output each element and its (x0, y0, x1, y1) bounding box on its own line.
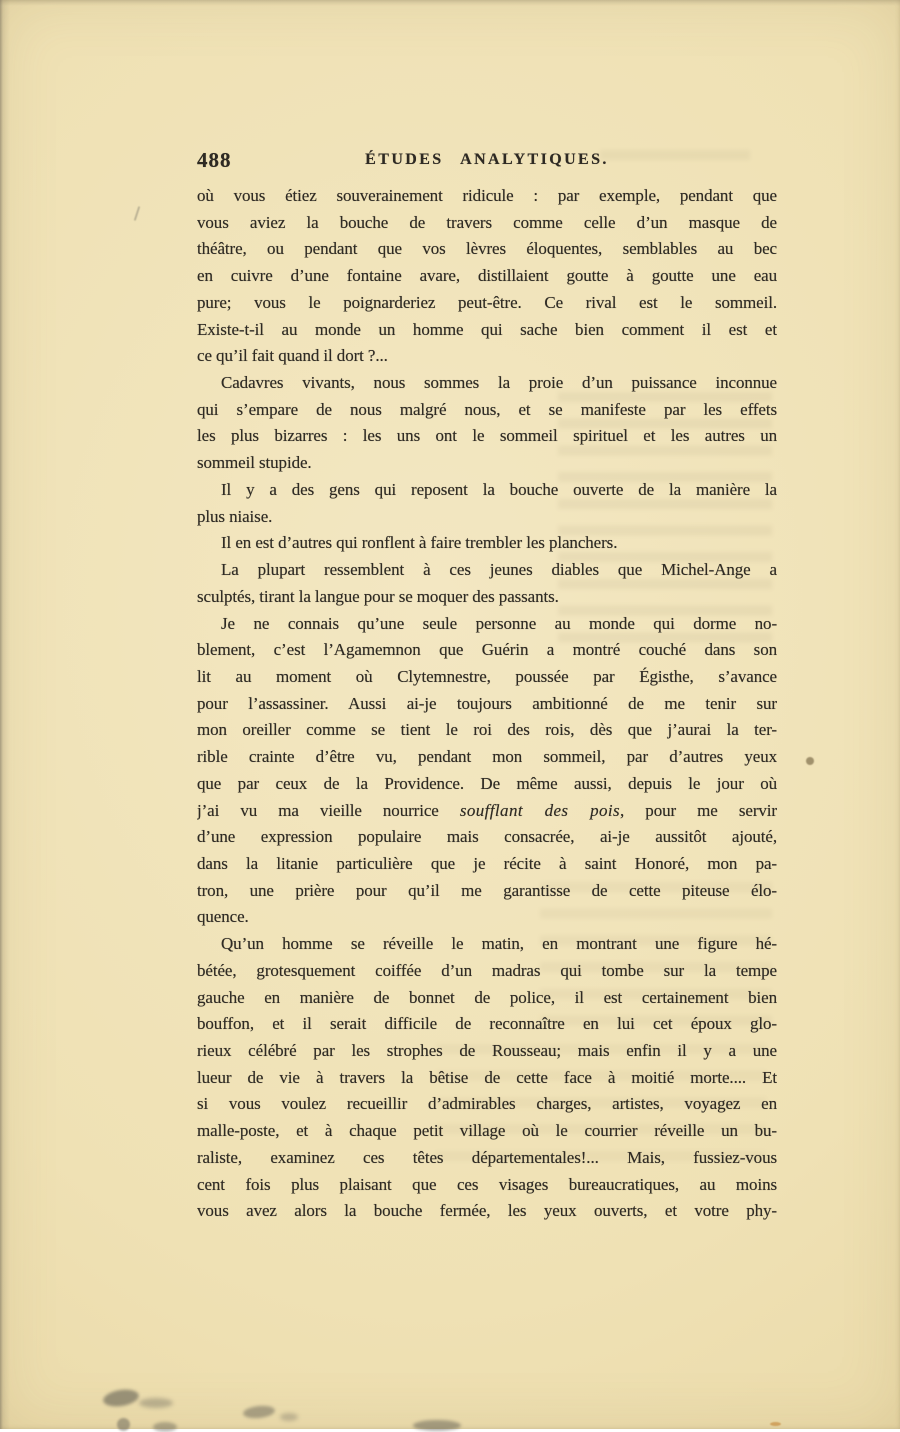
text-segment: blement, c’est l’Agamemnon que Guérin a montré couché dans son (197, 640, 777, 660)
text-segment: j’ai vu ma vieille nourrice (197, 800, 460, 820)
ink-smudge (242, 1404, 275, 1419)
text-segment: raliste, examinez ces têtes départementales!... Mais, fussiez-vous (197, 1147, 777, 1167)
italic-phrase: soufflant des pois (459, 800, 621, 820)
text-line (197, 1172, 777, 1199)
text-line (197, 931, 777, 958)
text-line (197, 1065, 777, 1092)
text-line (197, 290, 777, 317)
text-line (197, 985, 777, 1012)
paragraph (197, 370, 777, 477)
ink-smudge (153, 1422, 177, 1432)
ink-smudge (413, 1420, 461, 1431)
text-line (197, 504, 777, 531)
text-segment: sculptés, tirant la langue pour se moquer des passants. (197, 586, 559, 606)
text-segment: lueur de vie à travers la bêtise de cette face à moitié morte.... Et (197, 1067, 777, 1087)
text-segment: vous avez alors la bouche fermée, les yeux ouverts, et votre phy- (197, 1201, 777, 1221)
text-line (197, 343, 777, 370)
text-segment: Cadavres vivants, nous sommes la proie d’un puissance inconnue (221, 373, 777, 393)
text-line (197, 557, 777, 584)
text-segment: que par ceux de la Providence. De même aussi, depuis le jour où (197, 773, 777, 793)
paragraph (197, 183, 777, 370)
text-segment: rible crainte d’être vu, pendant mon sommeil, par d’autres yeux (197, 747, 777, 767)
text-segment: d’une expression populaire mais consacrée, ai-je aussitôt ajouté, (197, 827, 777, 847)
text-segment: ce qu’il fait quand il dort ?... (197, 346, 388, 366)
text-line (197, 210, 777, 237)
text-line (197, 958, 777, 985)
page-left-edge-shadow (0, 0, 10, 1429)
text-segment: où vous étiez souverainement ridicule : par exemple, pendant que (197, 186, 777, 205)
text-segment: tron, une prière pour qu’il me garantisse de cette piteuse élo- (197, 880, 777, 900)
text-line (197, 878, 777, 905)
ink-smudge (280, 1413, 298, 1421)
text-line (197, 664, 777, 691)
text-segment: Qu’un homme se réveille le matin, en montrant une figure hé- (221, 934, 777, 954)
page-number: 488 (197, 148, 232, 172)
ink-dot (806, 757, 814, 765)
paragraph (197, 611, 777, 932)
paragraph (197, 931, 777, 1225)
running-title: ÉTUDES ANALYTIQUES. (365, 151, 609, 168)
text-line (197, 450, 777, 477)
text-line (197, 717, 777, 744)
text-segment: en cuivre d’une fontaine avare, distillaient goutte à goutte une eau (197, 266, 777, 286)
text-segment: bétée, grotesquement coiffée d’un madras qui tombe sur la tempe (197, 960, 777, 980)
text-line (197, 1038, 777, 1065)
text-segment: Existe-t-il au monde un homme qui sache bien comment il est et (197, 319, 777, 339)
text-line (197, 263, 777, 290)
text-line (197, 798, 777, 825)
body-text (197, 183, 777, 1225)
page-top-edge-shadow (0, 0, 900, 6)
text-line (197, 771, 777, 798)
text-segment: qui s’empare de nous malgré nous, et se manifeste par les effets (197, 399, 777, 419)
text-line (197, 423, 777, 450)
text-line (197, 317, 777, 344)
text-line (197, 637, 777, 664)
text-line (197, 1091, 777, 1118)
text-line (197, 397, 777, 424)
text-segment: les plus bizarres : les uns ont le sommeil spirituel et les autres un (197, 426, 777, 446)
text-line (197, 1198, 777, 1225)
text-segment: théâtre, ou pendant que vos lèvres éloquentes, semblables au bec (197, 239, 777, 259)
text-segment: vous aviez la bouche de travers comme celle d’un masque de (197, 212, 777, 232)
text-segment: si vous voulez recueillir d’admirables charges, artistes, voyagez en (197, 1094, 777, 1114)
text-line (197, 370, 777, 397)
ink-smudge (117, 1418, 130, 1431)
page-header (197, 147, 777, 177)
ink-smudge (139, 1398, 173, 1408)
text-segment: Je ne connais qu’une seule personne au monde qui dorme no- (221, 613, 777, 633)
paragraph (197, 477, 777, 530)
text-segment: bouffon, et il serait difficile de reconnaître en lui cet époux glo- (197, 1014, 777, 1034)
text-segment: pour l’assassiner. Aussi ai-je toujours ambitionné de me tenir sur (197, 693, 777, 713)
text-line (197, 691, 777, 718)
text-segment: dans la litanie particulière que je récite à saint Honoré, mon pa- (197, 853, 777, 873)
text-line (197, 851, 777, 878)
text-line (197, 236, 777, 263)
text-segment: malle-poste, et à chaque petit village où le courrier réveille un bu- (197, 1121, 777, 1141)
text-line (197, 530, 777, 557)
ink-smudge (102, 1387, 140, 1408)
paragraph (197, 530, 777, 557)
text-line (197, 744, 777, 771)
text-segment: La plupart ressemblent à ces jeunes diables que Michel-Ange a (221, 560, 777, 580)
text-segment: gauche en manière de bonnet de police, il est certainement bien (197, 987, 777, 1007)
text-line (197, 183, 777, 210)
text-segment: , pour me servir (620, 800, 777, 820)
text-line (197, 1011, 777, 1038)
text-segment: Il y a des gens qui reposent la bouche ouverte de la manière la (221, 479, 777, 499)
text-line (197, 584, 777, 611)
text-segment: lit au moment où Clytemnestre, poussée par Égisthe, s’avance (197, 666, 777, 686)
paper-fleck (770, 1422, 781, 1426)
paragraph (197, 557, 777, 610)
text-segment: mon oreiller comme se tient le roi des rois, dès que j’aurai la ter- (197, 720, 777, 740)
text-line (197, 904, 777, 931)
text-segment: rieux célébré par les strophes de Rousseau; mais enfin il y a une (197, 1041, 777, 1060)
text-segment: Il en est d’autres qui ronflent à faire trembler les planchers. (221, 533, 618, 553)
text-line (197, 1118, 777, 1145)
text-line (197, 477, 777, 504)
text-line (197, 824, 777, 851)
text-segment: sommeil stupide. (197, 453, 312, 473)
text-line (197, 611, 777, 638)
text-segment: cent fois plus plaisant que ces visages bureaucratiques, au moins (197, 1174, 777, 1194)
text-segment: plus niaise. (197, 506, 273, 526)
pen-mark (134, 206, 141, 221)
text-segment: quence. (197, 907, 249, 927)
text-line (197, 1145, 777, 1172)
text-segment: pure; vous le poignarderiez peut-être. Ce rival est le sommeil. (197, 292, 777, 312)
